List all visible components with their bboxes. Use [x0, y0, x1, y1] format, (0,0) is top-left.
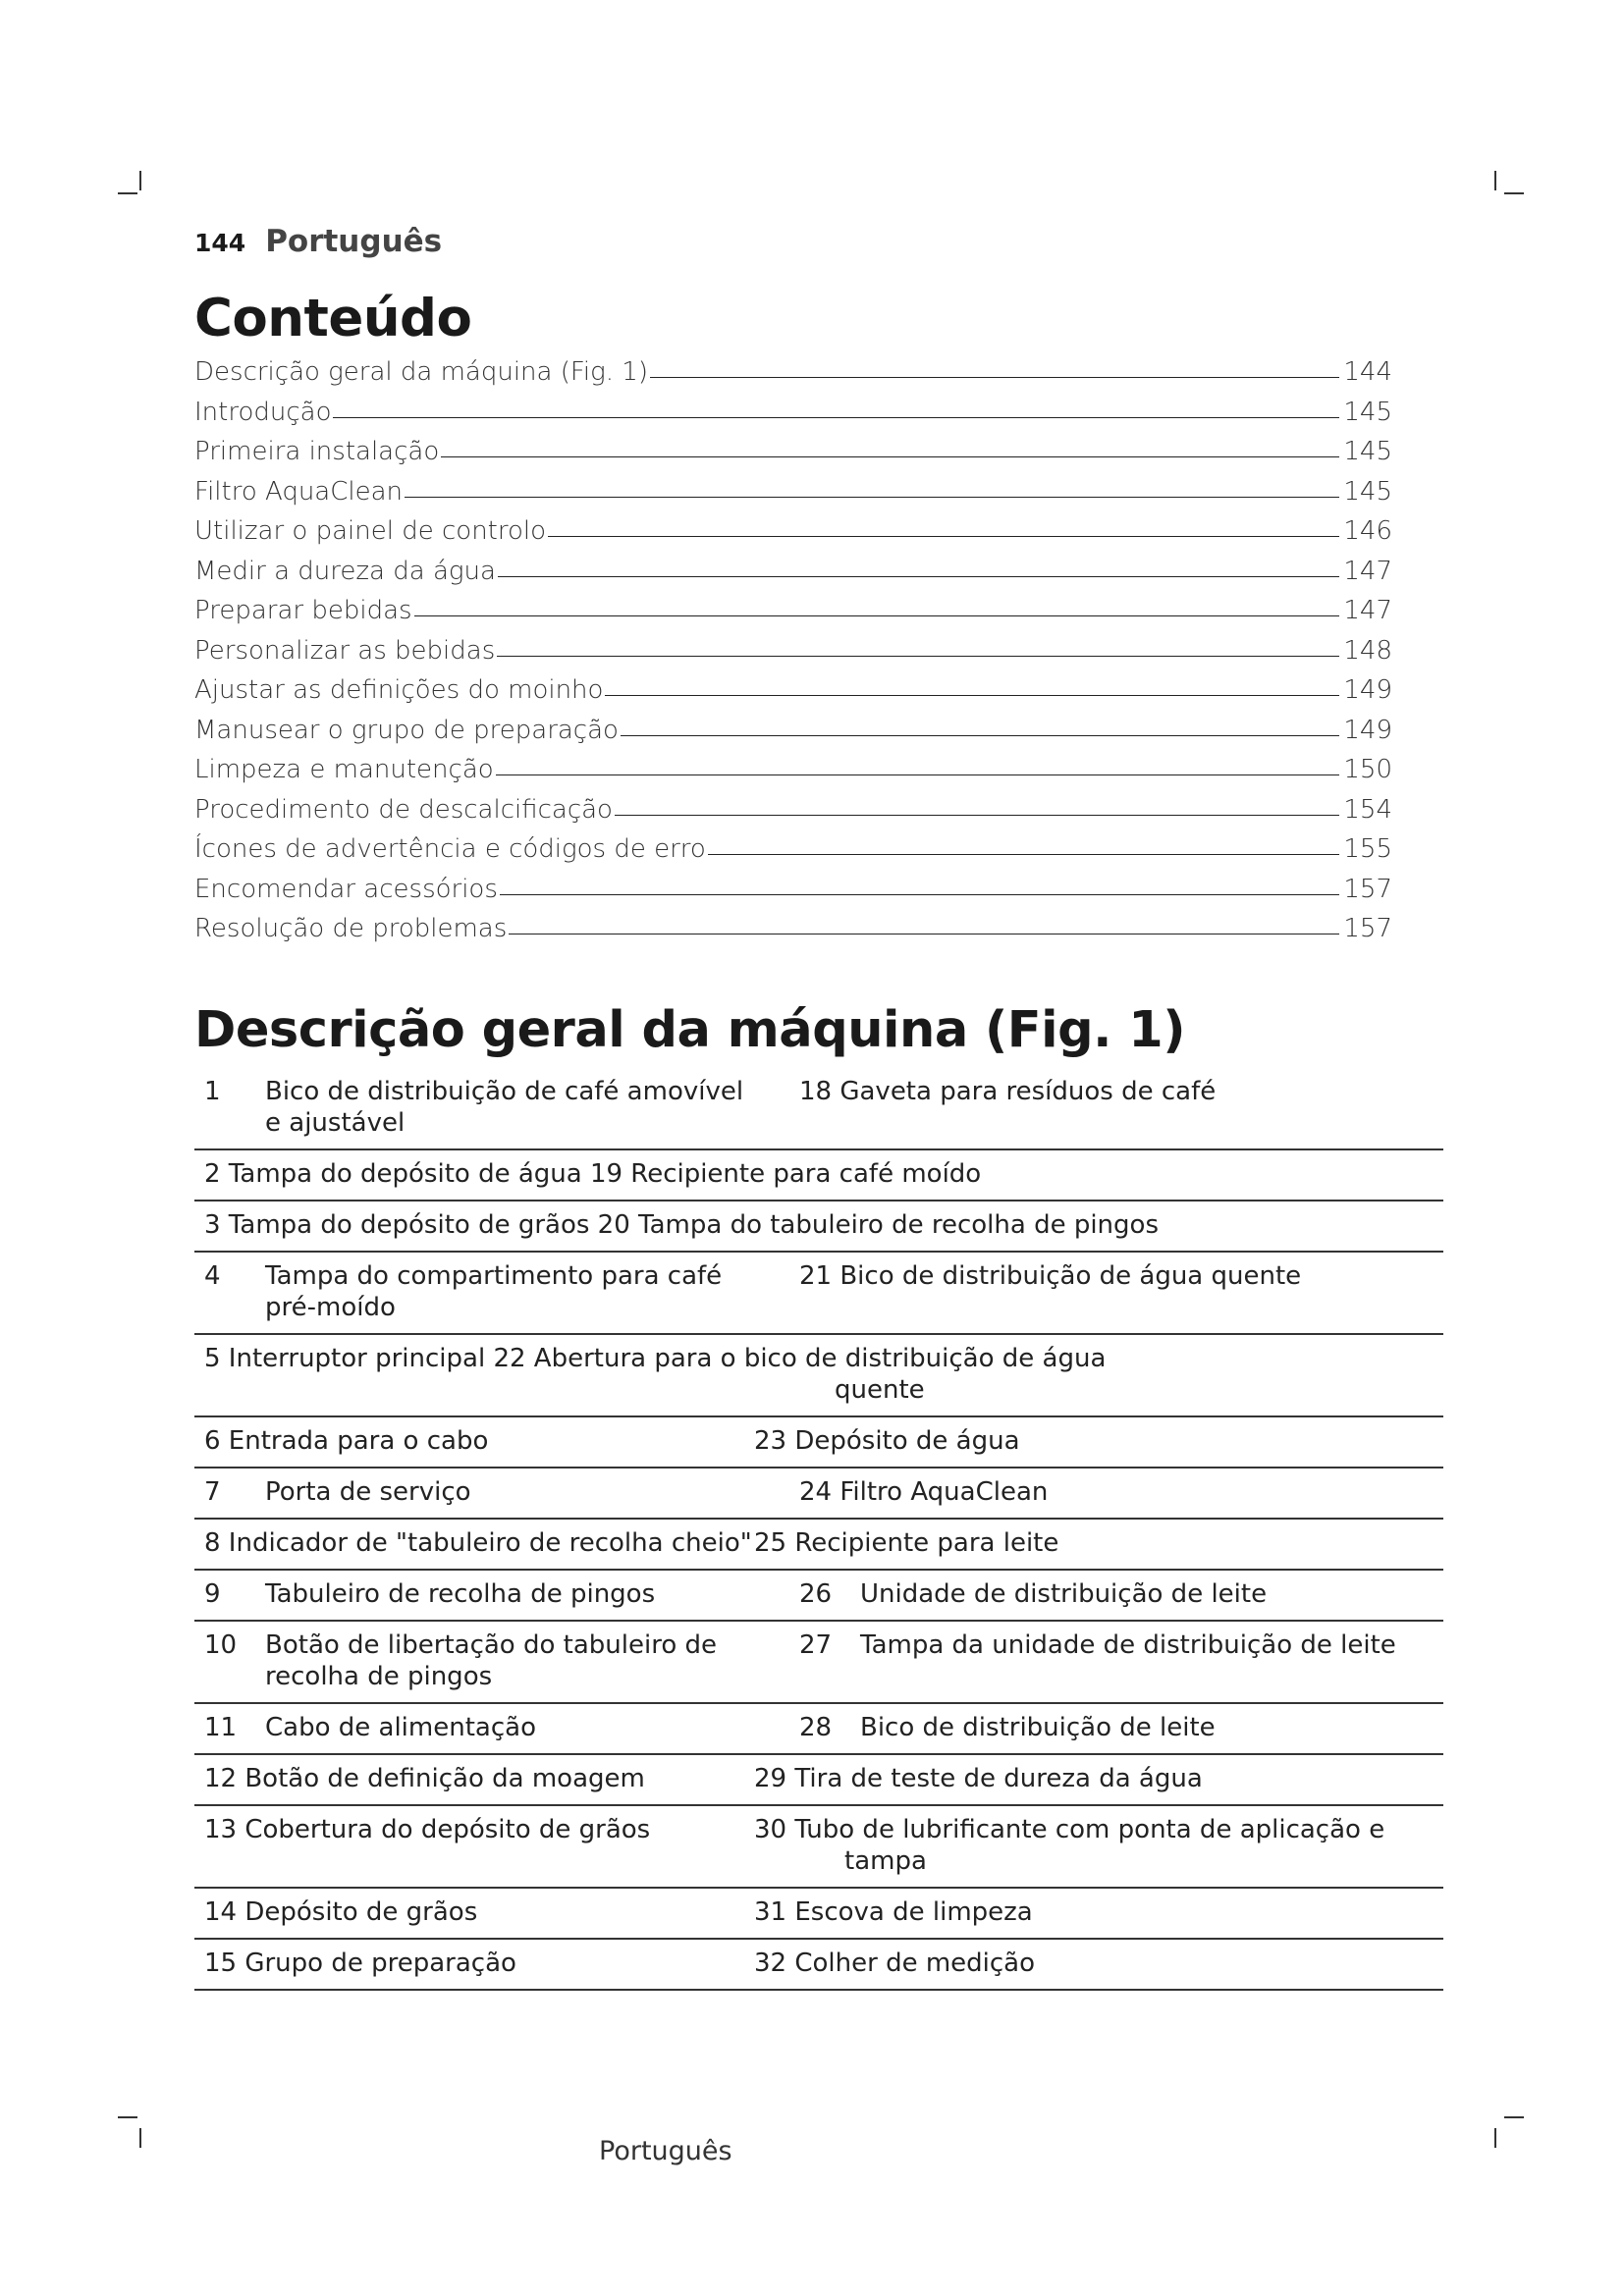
- toc-entry[interactable]: [194, 516, 1392, 557]
- toc-dot-leader: [496, 774, 1340, 775]
- crop-mark: [118, 192, 137, 194]
- parts-row-line: 5 Interruptor principal 22 Abertura para o bico de distribuição de água: [204, 1344, 1107, 1373]
- parts-left-text: 12 Botão de definição da moagem: [204, 1764, 645, 1793]
- toc-dot-leader: [498, 576, 1339, 577]
- toc-entry[interactable]: [194, 477, 1392, 517]
- parts-row-continuation: quente: [835, 1375, 925, 1405]
- toc-entry[interactable]: [194, 636, 1392, 676]
- toc-entry-page: 157: [1343, 914, 1392, 943]
- parts-row: [194, 1806, 1443, 1889]
- parts-list: [194, 1070, 1443, 1991]
- parts-left-text: Bico de distribuição de café amovível e ajustável: [265, 1077, 744, 1138]
- toc-entry-page: 157: [1343, 874, 1392, 904]
- parts-row: [194, 1889, 1443, 1940]
- parts-row: [194, 1468, 1443, 1520]
- toc-dot-leader: [414, 615, 1340, 616]
- parts-right-cell: [764, 1260, 1443, 1323]
- toc-heading: Conteúdo: [194, 289, 472, 348]
- parts-right-cell: [764, 1712, 1443, 1743]
- parts-left-cell: [204, 1814, 754, 1877]
- toc-dot-leader: [500, 894, 1339, 895]
- parts-row-line: 2 Tampa do depósito de água 19 Recipiente para café moído: [204, 1159, 982, 1189]
- parts-right-cell: [754, 1763, 1203, 1794]
- parts-left-cell: [204, 1948, 754, 1979]
- toc-entry[interactable]: [194, 755, 1392, 795]
- running-head: [194, 224, 442, 267]
- parts-row: [194, 1335, 1443, 1417]
- parts-right-cell: [764, 1629, 1443, 1692]
- table-of-contents: [194, 357, 1392, 954]
- toc-entry[interactable]: [194, 437, 1392, 477]
- parts-left-cell: [204, 1712, 764, 1743]
- parts-left-cell: [204, 1629, 764, 1692]
- toc-entry-title: Ícones de advertência e códigos de erro: [194, 834, 706, 864]
- toc-dot-leader: [405, 497, 1339, 498]
- parts-right-cell: [754, 1896, 1033, 1928]
- parts-right-cell: [754, 1425, 1020, 1457]
- toc-entry-page: 154: [1343, 794, 1392, 825]
- parts-right-text: 21 Bico de distribuição de água quente: [799, 1261, 1302, 1291]
- parts-left-text: Tabuleiro de recolha de pingos: [265, 1579, 656, 1609]
- parts-left-number: 7: [204, 1477, 221, 1507]
- crop-mark: [1504, 2116, 1524, 2118]
- toc-entry[interactable]: [194, 357, 1392, 398]
- toc-entry[interactable]: [194, 875, 1392, 915]
- parts-row-text: [204, 1343, 1106, 1406]
- toc-entry-page: 145: [1343, 476, 1392, 507]
- parts-left-cell: [204, 1578, 764, 1610]
- toc-entry-title: Procedimento de descalcificação: [194, 794, 613, 825]
- toc-dot-leader: [548, 536, 1339, 537]
- toc-entry-title: Filtro AquaClean: [194, 476, 404, 507]
- toc-entry-page: 150: [1343, 755, 1392, 784]
- parts-row: [194, 1571, 1443, 1622]
- parts-right-text: 18 Gaveta para resíduos de café: [799, 1077, 1217, 1106]
- toc-entry-page: 149: [1343, 715, 1392, 745]
- toc-entry[interactable]: [194, 557, 1392, 597]
- toc-entry-page: 147: [1343, 556, 1392, 586]
- toc-dot-leader: [333, 417, 1339, 418]
- parts-left-cell: [204, 1260, 764, 1323]
- running-head-language: Português: [265, 224, 443, 259]
- toc-entry-title: Ajustar as definições do moinho: [194, 675, 604, 705]
- parts-right-text: 30 Tubo de lubrificante com ponta de aplicação e: [754, 1815, 1385, 1844]
- toc-entry-page: 148: [1343, 635, 1392, 666]
- toc-entry-title: Limpeza e manutenção: [194, 755, 494, 784]
- parts-right-continuation: tampa: [844, 1846, 927, 1876]
- parts-row: [194, 1150, 1443, 1201]
- parts-left-text: Cabo de alimentação: [265, 1713, 536, 1742]
- parts-right-number: 27: [799, 1630, 833, 1660]
- parts-right-text: 29 Tira de teste de dureza da água: [754, 1764, 1203, 1793]
- parts-left-number: 4: [204, 1261, 221, 1291]
- parts-right-text: 25 Recipiente para leite: [754, 1528, 1059, 1558]
- overview-heading: Descrição geral da máquina (Fig. 1): [194, 1001, 1186, 1059]
- toc-entry-page: 147: [1343, 596, 1392, 625]
- toc-dot-leader: [605, 695, 1339, 696]
- parts-left-cell: [204, 1425, 754, 1457]
- toc-entry[interactable]: [194, 834, 1392, 875]
- page-number: 144: [194, 229, 246, 257]
- parts-right-number: 28: [799, 1713, 833, 1742]
- parts-left-cell: [204, 1763, 754, 1794]
- crop-mark: [118, 2116, 137, 2118]
- parts-left-text: 14 Depósito de grãos: [204, 1897, 478, 1927]
- parts-left-cell: [204, 1476, 764, 1508]
- parts-row-line: 3 Tampa do depósito de grãos 20 Tampa do tabuleiro de recolha de pingos: [204, 1210, 1159, 1240]
- parts-left-text: 6 Entrada para o cabo: [204, 1426, 489, 1456]
- parts-row: [194, 1201, 1443, 1253]
- parts-right-cell: [764, 1578, 1443, 1610]
- parts-right-text: 32 Colher de medição: [754, 1949, 1036, 1978]
- parts-right-text: Tampa da unidade de distribuição de leite: [860, 1630, 1396, 1660]
- footer-language: Português: [599, 2136, 732, 2166]
- parts-right-text: 24 Filtro AquaClean: [799, 1477, 1049, 1507]
- parts-left-text: 8 Indicador de "tabuleiro de recolha cheio": [204, 1528, 752, 1558]
- toc-entry[interactable]: [194, 716, 1392, 756]
- toc-entry[interactable]: [194, 596, 1392, 636]
- parts-right-number: 26: [799, 1579, 833, 1609]
- toc-entry-title: Personalizar as bebidas: [194, 635, 496, 666]
- crop-mark: [1504, 192, 1524, 194]
- parts-left-text: Tampa do compartimento para café pré-moído: [265, 1261, 723, 1322]
- toc-entry-title: Utilizar o painel de controlo: [194, 516, 547, 546]
- parts-left-text: 13 Cobertura do depósito de grãos: [204, 1815, 651, 1844]
- parts-left-number: 9: [204, 1579, 221, 1609]
- toc-entry-page: 146: [1343, 516, 1392, 546]
- crop-mark: [1494, 2128, 1496, 2148]
- parts-left-cell: [204, 1896, 754, 1928]
- toc-entry-title: Introdução: [194, 397, 332, 427]
- parts-row: [194, 1417, 1443, 1468]
- parts-row: [194, 1704, 1443, 1755]
- parts-row: [194, 1253, 1443, 1335]
- parts-row: [194, 1622, 1443, 1704]
- crop-mark: [1494, 171, 1496, 190]
- parts-left-number: 11: [204, 1713, 238, 1742]
- parts-right-cell: [754, 1814, 1384, 1877]
- crop-mark: [139, 2128, 141, 2148]
- parts-right-text: 23 Depósito de água: [754, 1426, 1020, 1456]
- parts-row-text: [204, 1158, 981, 1190]
- toc-entry-title: Resolução de problemas: [194, 914, 508, 943]
- toc-entry-title: Encomendar acessórios: [194, 874, 498, 904]
- toc-entry[interactable]: [194, 398, 1392, 438]
- parts-left-text: Botão de libertação do tabuleiro de recolha de pingos: [265, 1630, 717, 1691]
- toc-dot-leader: [497, 656, 1339, 657]
- toc-entry-page: 155: [1343, 834, 1392, 864]
- parts-right-cell: [764, 1476, 1443, 1508]
- parts-row: [194, 1520, 1443, 1571]
- parts-right-cell: [754, 1948, 1035, 1979]
- toc-entry-page: 145: [1343, 437, 1392, 466]
- parts-right-cell: [764, 1076, 1443, 1139]
- toc-entry[interactable]: [194, 675, 1392, 716]
- parts-row: [194, 1940, 1443, 1991]
- parts-left-number: 10: [204, 1630, 238, 1660]
- toc-entry-page: 145: [1343, 397, 1392, 427]
- toc-entry-title: Manusear o grupo de preparação: [194, 715, 619, 745]
- parts-row-text: [204, 1209, 1159, 1241]
- toc-dot-leader: [615, 815, 1339, 816]
- parts-left-text: Porta de serviço: [265, 1477, 471, 1507]
- toc-entry[interactable]: [194, 914, 1392, 954]
- toc-entry-title: Primeira instalação: [194, 437, 440, 466]
- parts-left-number: 1: [204, 1077, 221, 1106]
- toc-dot-leader: [708, 854, 1340, 855]
- toc-dot-leader: [621, 735, 1339, 736]
- toc-entry[interactable]: [194, 795, 1392, 835]
- toc-dot-leader: [441, 456, 1339, 457]
- parts-right-text: Bico de distribuição de leite: [860, 1713, 1216, 1742]
- parts-row: [194, 1755, 1443, 1806]
- toc-entry-title: Medir a dureza da água: [194, 556, 496, 586]
- toc-entry-page: 149: [1343, 675, 1392, 705]
- parts-right-text: 31 Escova de limpeza: [754, 1897, 1033, 1927]
- parts-left-cell: [204, 1076, 764, 1139]
- toc-entry-page: 144: [1343, 357, 1392, 387]
- toc-dot-leader: [650, 377, 1339, 378]
- parts-right-text: Unidade de distribuição de leite: [860, 1579, 1268, 1609]
- crop-mark: [139, 171, 141, 190]
- parts-left-text: 15 Grupo de preparação: [204, 1949, 516, 1978]
- parts-row: [194, 1070, 1443, 1150]
- toc-entry-title: Preparar bebidas: [194, 596, 412, 625]
- parts-right-cell: [754, 1527, 1058, 1559]
- toc-entry-title: Descrição geral da máquina (Fig. 1): [194, 357, 648, 387]
- parts-left-cell: [204, 1527, 754, 1559]
